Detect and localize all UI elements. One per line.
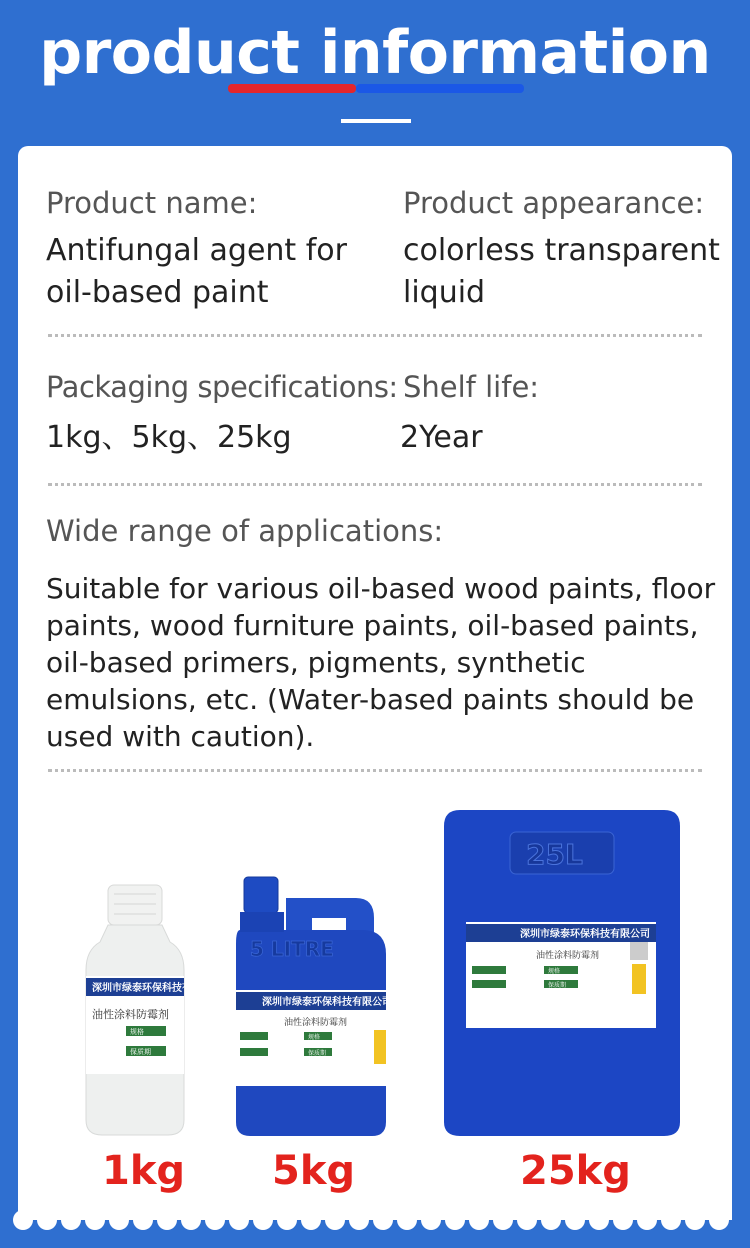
bottle-label-company: 深圳市绿泰环保科技有限公司 — [92, 983, 222, 994]
drum-label-shelf: 保质期 — [548, 982, 567, 989]
divider — [48, 483, 702, 486]
bottle-label-spec: 规格 — [130, 1028, 144, 1036]
product-size-5kg: 5kg — [272, 1148, 356, 1194]
product-name-value: Antifungal agent for oil-based paint — [46, 233, 347, 310]
divider — [48, 334, 702, 337]
product-appearance-label: Product appearance: — [403, 186, 705, 220]
packaging-value: 1kg、5kg、25kg — [46, 420, 292, 455]
applications-value: Suitable for various oil-based wood paints, floor paints, wood furniture paints, oil-based paints, oil-based primers, pigments, synthetic emulsions, etc. (Water-based paints should be used with caution). — [46, 572, 716, 753]
white-bottle-image — [80, 880, 222, 1138]
divider — [48, 769, 702, 772]
packaging-label: Packaging specifications: — [46, 370, 398, 404]
applications-label: Wide range of applications: — [46, 514, 444, 548]
jug-volume-mark: 5 LITRE — [250, 937, 334, 961]
jug-label-product: 油性涂料防霉剂 — [284, 1018, 348, 1028]
shelf-life-value: 2Year — [400, 420, 483, 455]
jug-label-company: 深圳市绿泰环保科技有限公司 — [262, 997, 392, 1008]
jug-label-shelf: 保质期 — [308, 1050, 327, 1057]
bottle-label-shelf: 保质期 — [130, 1048, 151, 1056]
shelf-life-label: Shelf life: — [403, 370, 540, 404]
drum-volume-mark: 25L — [526, 838, 583, 871]
product-appearance-value: colorless transparent liquid — [403, 233, 720, 310]
product-size-25kg: 25kg — [520, 1148, 631, 1194]
blue-drum-image — [440, 806, 684, 1138]
title-dash — [341, 119, 411, 123]
drum-label-product: 油性涂料防霉剂 — [536, 951, 600, 961]
product-size-1kg: 1kg — [102, 1148, 186, 1194]
blue-jug-image — [228, 872, 392, 1140]
drum-label-company: 深圳市绿泰环保科技有限公司 — [520, 929, 650, 940]
bottle-label-product: 油性涂料防霉剂 — [92, 1008, 169, 1021]
drum-label-spec: 规格 — [548, 968, 561, 975]
jug-label-spec: 规格 — [308, 1034, 321, 1041]
page-title: product information — [39, 18, 711, 88]
product-name-label: Product name: — [46, 186, 258, 220]
